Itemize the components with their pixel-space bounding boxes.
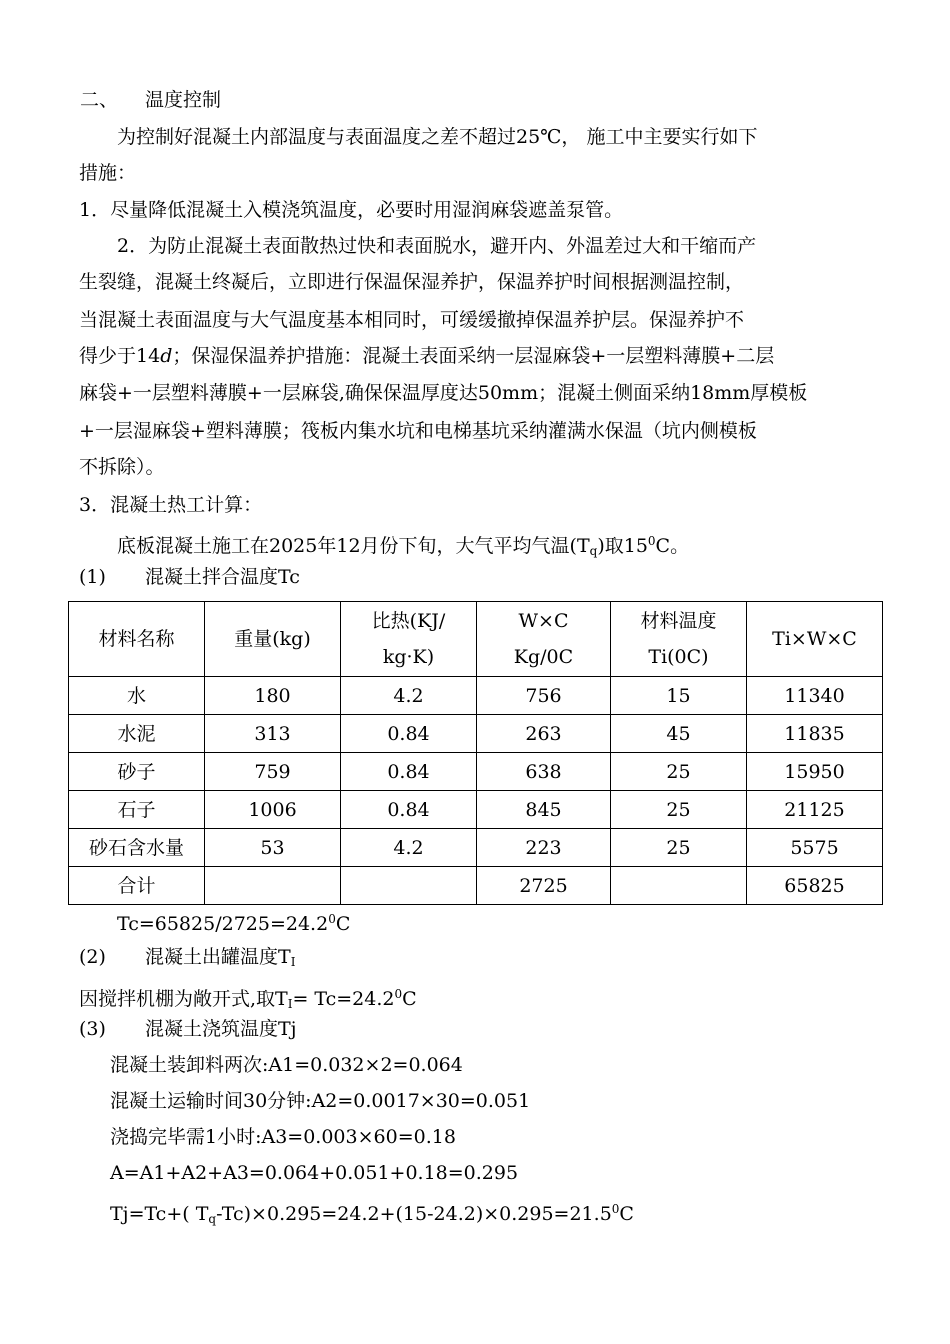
table-cell: 4.2: [341, 829, 477, 867]
table-cell: 65825: [747, 867, 883, 905]
subsection-1-title: 混凝土拌合温度Tc: [145, 566, 300, 588]
table-cell: 313: [205, 715, 341, 753]
section-title: 温度控制: [145, 89, 222, 111]
bottom-plate-mid: )取15: [597, 535, 648, 557]
calc-line-1: 混凝土装卸料两次:A1=0.032×2=0.064: [110, 1054, 463, 1076]
table-cell: 25: [611, 753, 747, 791]
subsection-2-title-sub: I: [290, 955, 296, 969]
table-cell: 0.84: [341, 791, 477, 829]
table-row: [69, 715, 883, 753]
tj-line-post: C: [619, 1203, 634, 1225]
ti-line-pre: 因搅拌机棚为敞开式,取T: [79, 988, 288, 1010]
tj-line-sup: 0: [611, 1202, 620, 1216]
item-2-line-5: 麻袋+一层塑料薄膜+一层麻袋,确保保温厚度达50mm；混凝土侧面采纳18mm厚模板: [79, 382, 808, 404]
intro-line-1: 为控制好混凝土内部温度与表面温度之差不超过25℃， 施工中主要实行如下: [117, 126, 758, 148]
calc-line-4: A=A1+A2+A3=0.064+0.051+0.18=0.295: [110, 1162, 519, 1184]
ti-line-post: C: [402, 988, 417, 1010]
item-2-line-7: 不拆除）。: [79, 456, 165, 478]
table-cell: 15950: [747, 753, 883, 791]
table-cell: 4.2: [341, 677, 477, 715]
table-cell: 180: [205, 677, 341, 715]
ti-line-mid: = Tc=24.2: [292, 988, 395, 1010]
table-cell: 水泥: [69, 715, 205, 753]
table-cell: 砂石含水量: [69, 829, 205, 867]
bottom-plate-sub: q: [589, 544, 598, 558]
table-cell: 223: [477, 829, 611, 867]
item-1: 1．尽量降低混凝土入模浇筑温度，必要时用湿润麻袋遮盖泵管。: [79, 199, 624, 221]
table-row: [69, 753, 883, 791]
item-2-days-unit: d: [160, 345, 173, 367]
subsection-1-number: (1): [79, 566, 106, 588]
tc-result-pre: Tc=65825/2725=24.2: [117, 913, 329, 935]
item-2-line-6: +一层湿麻袋+塑料薄膜；筏板内集水坑和电梯基坑采纳灌满水保温（坑内侧模板: [79, 420, 757, 442]
table-cell: 0.84: [341, 753, 477, 791]
header-text: kg·K): [382, 646, 435, 668]
header-text: 比热(KJ/: [371, 610, 446, 632]
intro-line-2: 措施：: [79, 162, 137, 184]
subsection-3-title: 混凝土浇筑温度Tj: [145, 1018, 297, 1040]
table-cell: 25: [611, 829, 747, 867]
table-cell: 2725: [477, 867, 611, 905]
ti-line: [79, 983, 417, 1015]
table-cell: 11835: [747, 715, 883, 753]
tc-result: [117, 908, 350, 935]
header-text: W×C: [518, 610, 569, 632]
item-2-line-2: 生裂缝，混凝土终凝后，立即进行保温保湿养护，保温养护时间根据测温控制，: [79, 271, 745, 293]
table-cell: [611, 867, 747, 905]
header-weight: [205, 602, 341, 677]
table-total-row: [69, 867, 883, 905]
table-cell: 53: [205, 829, 341, 867]
tc-result-sup: 0: [328, 912, 336, 926]
calc-line-3: 浇捣完毕需1小时:A3=0.003×60=0.18: [110, 1126, 456, 1148]
header-text: Ti×W×C: [772, 628, 857, 650]
table-cell: 11340: [747, 677, 883, 715]
table-cell: 合计: [69, 867, 205, 905]
tj-line-pre: Tj=Tc+( T: [110, 1203, 209, 1225]
header-material-name: [69, 602, 205, 677]
table-cell: 1006: [205, 791, 341, 829]
item-2-line-4: [79, 345, 774, 367]
table-cell: 水: [69, 677, 205, 715]
subsection-2-title-text: 混凝土出罐温度T: [145, 946, 291, 968]
table-cell: 21125: [747, 791, 883, 829]
table-row: [69, 791, 883, 829]
table-row: [69, 829, 883, 867]
header-text: 材料名称: [98, 628, 175, 650]
material-table: [68, 601, 883, 905]
table-cell: 砂子: [69, 753, 205, 791]
tc-result-post: C: [335, 913, 351, 935]
table-cell: 638: [477, 753, 611, 791]
subsection-3-number: (3): [79, 1018, 106, 1040]
table-cell: [341, 867, 477, 905]
bottom-plate-pre: 底板混凝土施工在2025年12月份下旬，大气平均气温(T: [117, 535, 590, 557]
table-cell: 石子: [69, 791, 205, 829]
table-cell: 0.84: [341, 715, 477, 753]
table-cell: 756: [477, 677, 611, 715]
bottom-plate-post: C。: [655, 535, 690, 557]
ti-line-sup: 0: [394, 987, 403, 1001]
table-cell: 759: [205, 753, 341, 791]
item-2-line-4b: ；保湿保温养护措施：混凝土表面采纳一层湿麻袋+一层塑料薄膜+二层: [172, 345, 775, 367]
tj-line-sub: q: [208, 1212, 217, 1226]
subsection-2-number: (2): [79, 946, 106, 968]
table-cell: 5575: [747, 829, 883, 867]
section-number: 二、: [80, 89, 119, 111]
header-material-temp: [611, 602, 747, 677]
header-text: Ti(0C): [648, 646, 709, 668]
item-2-line-4a: 得少于14: [79, 345, 161, 367]
header-text: Kg/0C: [513, 646, 574, 668]
subsection-2-title: [145, 946, 295, 973]
table-row: [69, 677, 883, 715]
header-text: 材料温度: [640, 610, 717, 632]
table-cell: 25: [611, 791, 747, 829]
header-specific-heat: [341, 602, 477, 677]
table-header-row: [69, 602, 883, 677]
header-text: 重量(kg): [234, 628, 311, 650]
table-cell: 263: [477, 715, 611, 753]
table-cell: 845: [477, 791, 611, 829]
bottom-plate-line: [117, 530, 689, 562]
item-2-line-3: 当混凝土表面温度与大气温度基本相同时，可缓缓撤掉保温养护层。保湿养护不: [79, 309, 745, 331]
ti-line-sub: I: [287, 997, 293, 1011]
table-cell: 45: [611, 715, 747, 753]
tj-line: [110, 1198, 634, 1230]
bottom-plate-sup: 0: [647, 534, 656, 548]
header-ti-wxc: [747, 602, 883, 677]
tj-line-mid: -Tc)×0.295=24.2+(15-24.2)×0.295=21.5: [216, 1203, 612, 1225]
item-2-line-1: 2．为防止混凝土表面散热过快和表面脱水，避开内、外温差过大和干缩而产: [117, 235, 757, 257]
calc-line-2: 混凝土运输时间30分钟:A2=0.0017×30=0.051: [110, 1090, 531, 1112]
item-3: 3．混凝土热工计算：: [79, 494, 263, 516]
table-cell: [205, 867, 341, 905]
table-cell: 15: [611, 677, 747, 715]
header-wxc: [477, 602, 611, 677]
